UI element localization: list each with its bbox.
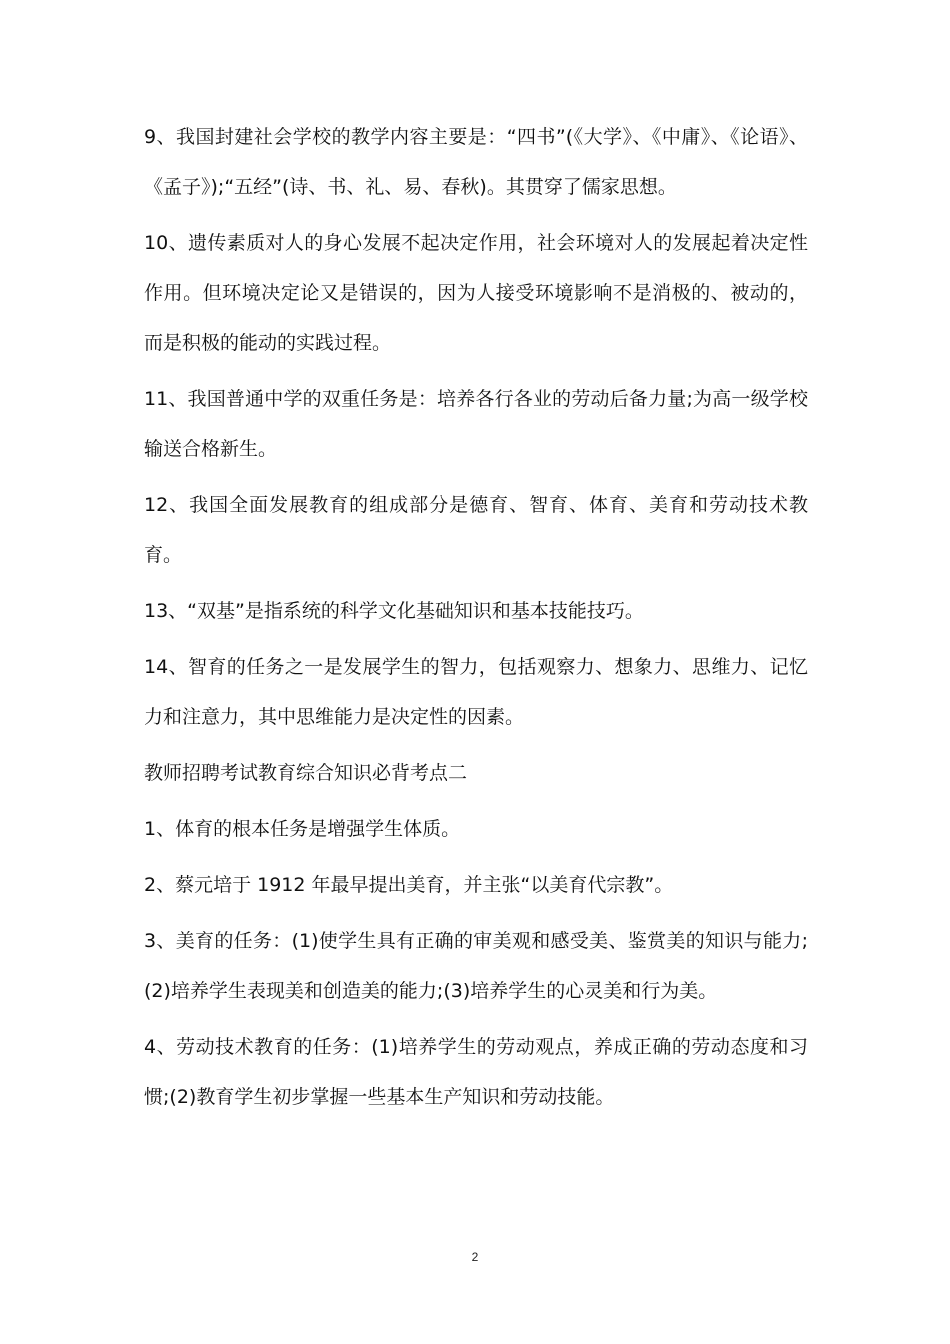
document-body (144, 112, 808, 1128)
page-number: 2 (471, 1250, 479, 1264)
paragraph-item-14: 14、智育的任务之一是发展学生的智力，包括观察力、想象力、思维力、记忆力和注意力，其中思维能力是决定性的因素。 (144, 656, 808, 728)
paragraph-item-12: 12、我国全面发展教育的组成部分是德育、智育、体育、美育和劳动技术教育。 (144, 494, 808, 566)
section-heading: 教师招聘考试教育综合知识必背考点二 (144, 762, 468, 784)
paragraph-item-10: 10、遗传素质对人的身心发展不起决定作用，社会环境对人的发展起着决定性作用。但环境决定论又是错误的，因为人接受环境影响不是消极的、被动的，而是积极的能动的实践过程。 (144, 232, 808, 354)
section-paragraph-3: 3、美育的任务：(1)使学生具有正确的审美观和感受美、鉴赏美的知识与能力;(2)培养学生表现美和创造美的能力;(3)培养学生的心灵美和行为美。 (144, 930, 808, 1002)
paragraph-item-13: 13、“双基”是指系统的科学文化基础知识和基本技能技巧。 (144, 600, 644, 622)
paragraph-item-11: 11、我国普通中学的双重任务是：培养各行各业的劳动后备力量;为高一级学校输送合格新生。 (144, 388, 808, 460)
section-paragraph-4: 4、劳动技术教育的任务：(1)培养学生的劳动观点，养成正确的劳动态度和习惯;(2)教育学生初步掌握一些基本生产知识和劳动技能。 (144, 1036, 808, 1108)
section-paragraph-2: 2、蔡元培于 1912 年最早提出美育，并主张“以美育代宗教”。 (144, 874, 674, 896)
paragraph-item-9: 9、我国封建社会学校的教学内容主要是：“四书”(《大学》、《中庸》、《论语》、《孟子》);“五经”(诗、书、礼、易、春秋)。其贯穿了儒家思想。 (144, 126, 808, 198)
section-paragraph-1: 1、体育的根本任务是增强学生体质。 (144, 818, 461, 840)
